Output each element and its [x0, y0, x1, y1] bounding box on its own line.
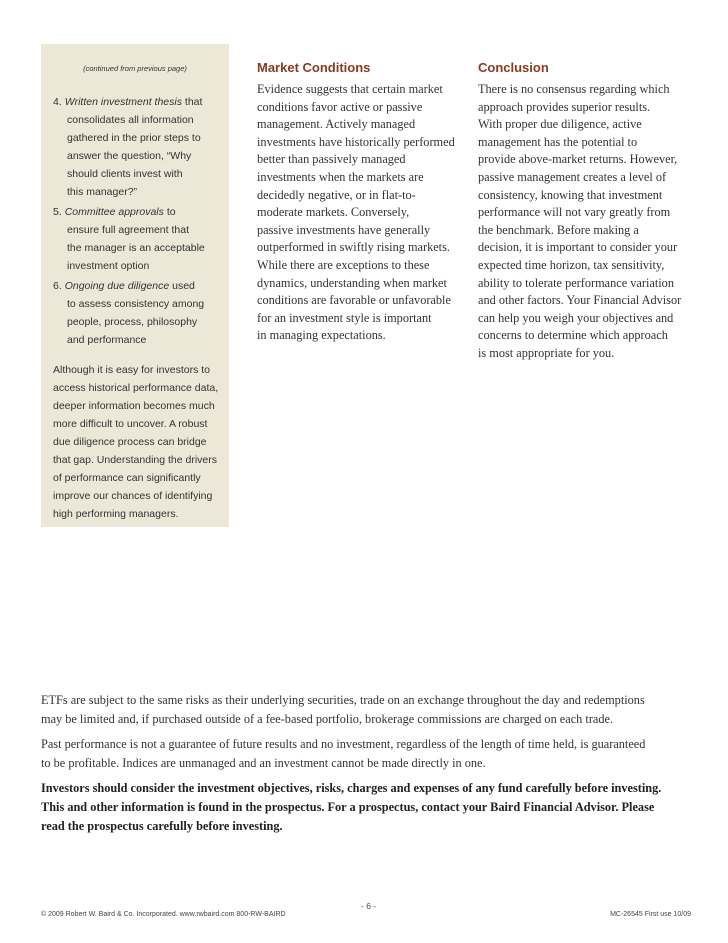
disclosure-line: This and other information is found in the prospectus. For a prospectus, contact your Baird Financial Advisor. Please — [41, 800, 655, 814]
disclosure-line: Past performance is not a guarantee of future results and no investment, regardless of the length of time held, is guaranteed — [41, 737, 646, 751]
sidebar-paragraph — [53, 361, 227, 523]
body-line: the benchmark. Before making a — [478, 222, 639, 237]
sidebar-paragraph-line: deeper information becomes much — [53, 400, 215, 412]
body-line: investments have historically performed — [257, 134, 455, 149]
section-heading: Conclusion — [478, 60, 549, 75]
continued-note: (continued from previous page) — [83, 64, 187, 73]
list-item — [53, 277, 227, 349]
sidebar-paragraph-line: more difficult to uncover. A robust — [53, 418, 208, 430]
list-item-line: the manager is an acceptable — [67, 242, 205, 254]
list-item-line: gathered in the prior steps to — [67, 132, 201, 144]
list-item-line: people, process, philosophy — [67, 316, 198, 328]
body-line: conditions favor active or passive — [257, 99, 423, 114]
list-item-line: 6. Ongoing due diligence used — [53, 280, 195, 292]
body-line: performance will not vary greatly from — [478, 205, 671, 220]
body-line: With proper due diligence, active — [478, 117, 642, 132]
list-item-line: 5. Committee approvals to — [53, 206, 176, 218]
sidebar-paragraph-line: high performing managers. — [53, 508, 179, 520]
list-item — [53, 203, 227, 275]
body-line: passive management creates a level of — [478, 169, 667, 184]
list-item-line: answer the question, “Why — [67, 150, 192, 162]
page-number: - 6 - — [361, 901, 377, 911]
list-item-line: and performance — [67, 334, 147, 346]
body-line: decision, it is important to consider your — [478, 240, 678, 255]
body-line: in managing expectations. — [257, 328, 386, 343]
page-footer — [41, 901, 691, 919]
list-item-term: Written investment thesis — [64, 96, 182, 108]
body-line: expected time horizon, tax sensitivity, — [478, 257, 665, 272]
sidebar-paragraph-line: access historical performance data, — [53, 382, 219, 394]
body-line: moderate markets. Conversely, — [257, 205, 410, 220]
disclosure-line: may be limited and, if purchased outside of a fee-based portfolio, brokerage commissions are charged on each trade. — [41, 712, 614, 726]
body-line: and other factors. Your Financial Advisor — [478, 293, 682, 308]
disclosure-line: ETFs are subject to the same risks as their underlying securities, trade on an exchange throughout the day and redemptions — [41, 693, 645, 707]
body-line: outperformed in swiftly rising markets. — [257, 240, 450, 255]
prospectus-notice — [41, 779, 691, 836]
copyright-text: © 2009 Robert W. Baird & Co. Incorporated. www.rwbaird.com 800-RW-BAIRD — [41, 911, 286, 918]
body-line: passive investments have generally — [257, 222, 431, 237]
body-line: concerns to determine which approach — [478, 328, 668, 343]
sidebar-paragraph-line: improve our chances of identifying — [53, 490, 213, 502]
body-line: investments when the markets are — [257, 169, 424, 184]
list-item-line: to assess consistency among — [67, 298, 205, 310]
document-code: MC-26545 First use 10/09 — [610, 911, 691, 918]
disclosure-paragraph — [41, 735, 691, 773]
conclusion-section — [478, 60, 688, 363]
body-line: decidedly negative, or in flat-to- — [257, 187, 416, 202]
body-line: dynamics, understanding when market — [257, 275, 447, 290]
section-body — [257, 81, 467, 345]
disclosures — [41, 691, 691, 842]
body-line: for an investment style is important — [257, 310, 432, 325]
section-heading: Market Conditions — [257, 60, 371, 75]
section-body — [478, 81, 688, 363]
body-line: approach provides superior results. — [478, 99, 651, 114]
body-line: consistency, knowing that investment — [478, 187, 663, 202]
disclosure-line: to be profitable. Indices are unmanaged and an investment cannot be made directly in one. — [41, 756, 486, 770]
disclosure-line: Investors should consider the investment objectives, risks, charges and expenses of any fund carefully before investing. — [41, 781, 662, 795]
list-item-term: Committee approvals — [64, 206, 164, 218]
body-line: There is no consensus regarding which — [478, 82, 670, 96]
body-line: management. Actively managed — [257, 117, 416, 132]
list-item-line: 4. Written investment thesis that — [53, 96, 203, 108]
sidebar-paragraph-line: that gap. Understanding the drivers — [53, 454, 218, 466]
list-item — [53, 93, 227, 201]
list-item-line: investment option — [67, 260, 150, 272]
body-line: better than passively managed — [257, 152, 406, 167]
disclosure-paragraph — [41, 691, 691, 729]
list-item-line: should clients invest with — [67, 168, 183, 180]
disclosure-line: read the prospectus carefully before investing. — [41, 819, 283, 833]
body-line: conditions are favorable or unfavorable — [257, 293, 451, 308]
sidebar-paragraph-line: Although it is easy for investors to — [53, 364, 210, 376]
body-line: provide above-market returns. However, — [478, 152, 678, 167]
list-item-line: consolidates all information — [67, 114, 194, 126]
body-line: While there are exceptions to these — [257, 257, 430, 272]
body-line: management has the potential to — [478, 134, 638, 149]
sidebar-paragraph-line: due diligence process can bridge — [53, 436, 207, 448]
market-conditions-section — [257, 60, 467, 345]
body-line: ability to tolerate performance variation — [478, 275, 674, 290]
sidebar-text — [53, 93, 227, 523]
body-line: can help you weigh your objectives and — [478, 310, 674, 325]
list-item-line: ensure full agreement that — [67, 224, 189, 236]
list-item-term: Ongoing due diligence — [64, 280, 170, 292]
body-line: Evidence suggests that certain market — [257, 82, 443, 96]
sidebar-paragraph-line: of performance can significantly — [53, 472, 201, 484]
body-line: is most appropriate for you. — [478, 345, 615, 360]
list-item-line: this manager?” — [67, 186, 138, 198]
